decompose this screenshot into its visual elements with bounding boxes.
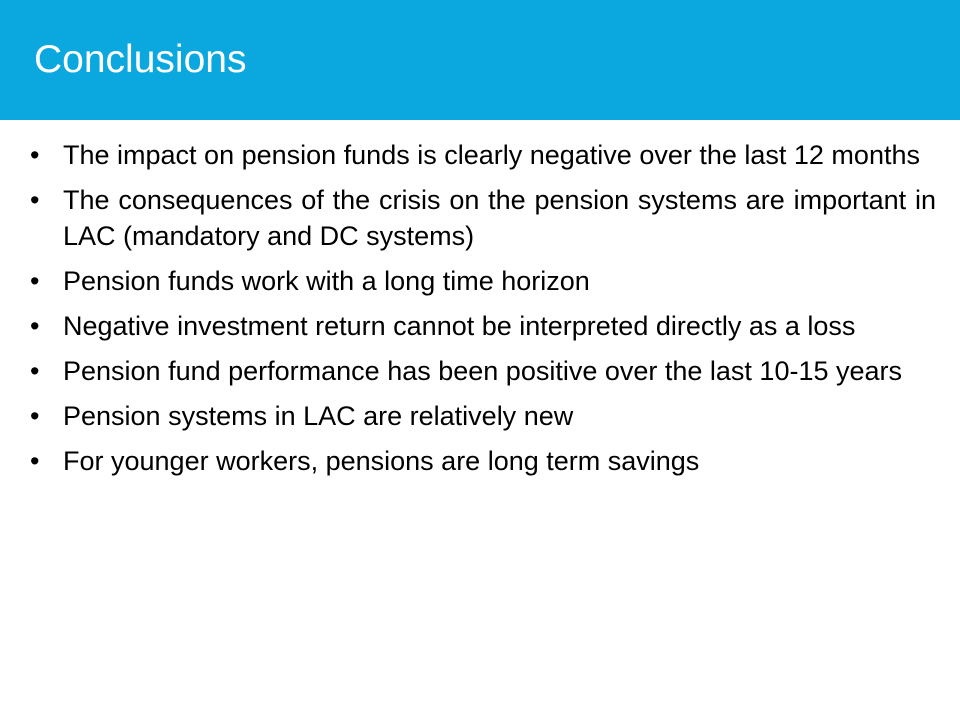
bullet-item: [30, 443, 936, 479]
bullet-icon: •: [30, 356, 40, 386]
title-bar: [0, 0, 960, 120]
bullet-text: Pension funds work with a long time horizon: [63, 266, 590, 296]
bullet-icon: •: [30, 311, 40, 341]
bullet-text: Negative investment return cannot be interpreted directly as a loss: [63, 311, 856, 341]
bullet-text: For younger workers, pensions are long term savings: [63, 446, 700, 476]
bullet-icon: •: [30, 140, 40, 170]
bullet-icon: •: [30, 185, 40, 215]
bullet-icon: •: [30, 266, 40, 296]
bullet-icon: •: [30, 401, 40, 431]
bullet-item: [30, 263, 936, 299]
bullet-item: [30, 353, 936, 389]
bullet-item: [30, 308, 936, 344]
bullet-icon: •: [30, 446, 40, 476]
bullet-item: [30, 137, 936, 173]
bullet-text: The consequences of the crisis on the pension systems are important in LAC (mandatory and DC systems): [63, 185, 936, 251]
bullet-item: [30, 398, 936, 434]
slide-title: Conclusions: [34, 38, 247, 81]
bullet-list: [30, 137, 936, 488]
bullet-text: Pension systems in LAC are relatively new: [63, 401, 574, 431]
bullet-text: The impact on pension funds is clearly negative over the last 12 months: [63, 140, 920, 170]
bullet-item: [30, 182, 936, 254]
bullet-text: Pension fund performance has been positive over the last 10-15 years: [63, 356, 903, 386]
